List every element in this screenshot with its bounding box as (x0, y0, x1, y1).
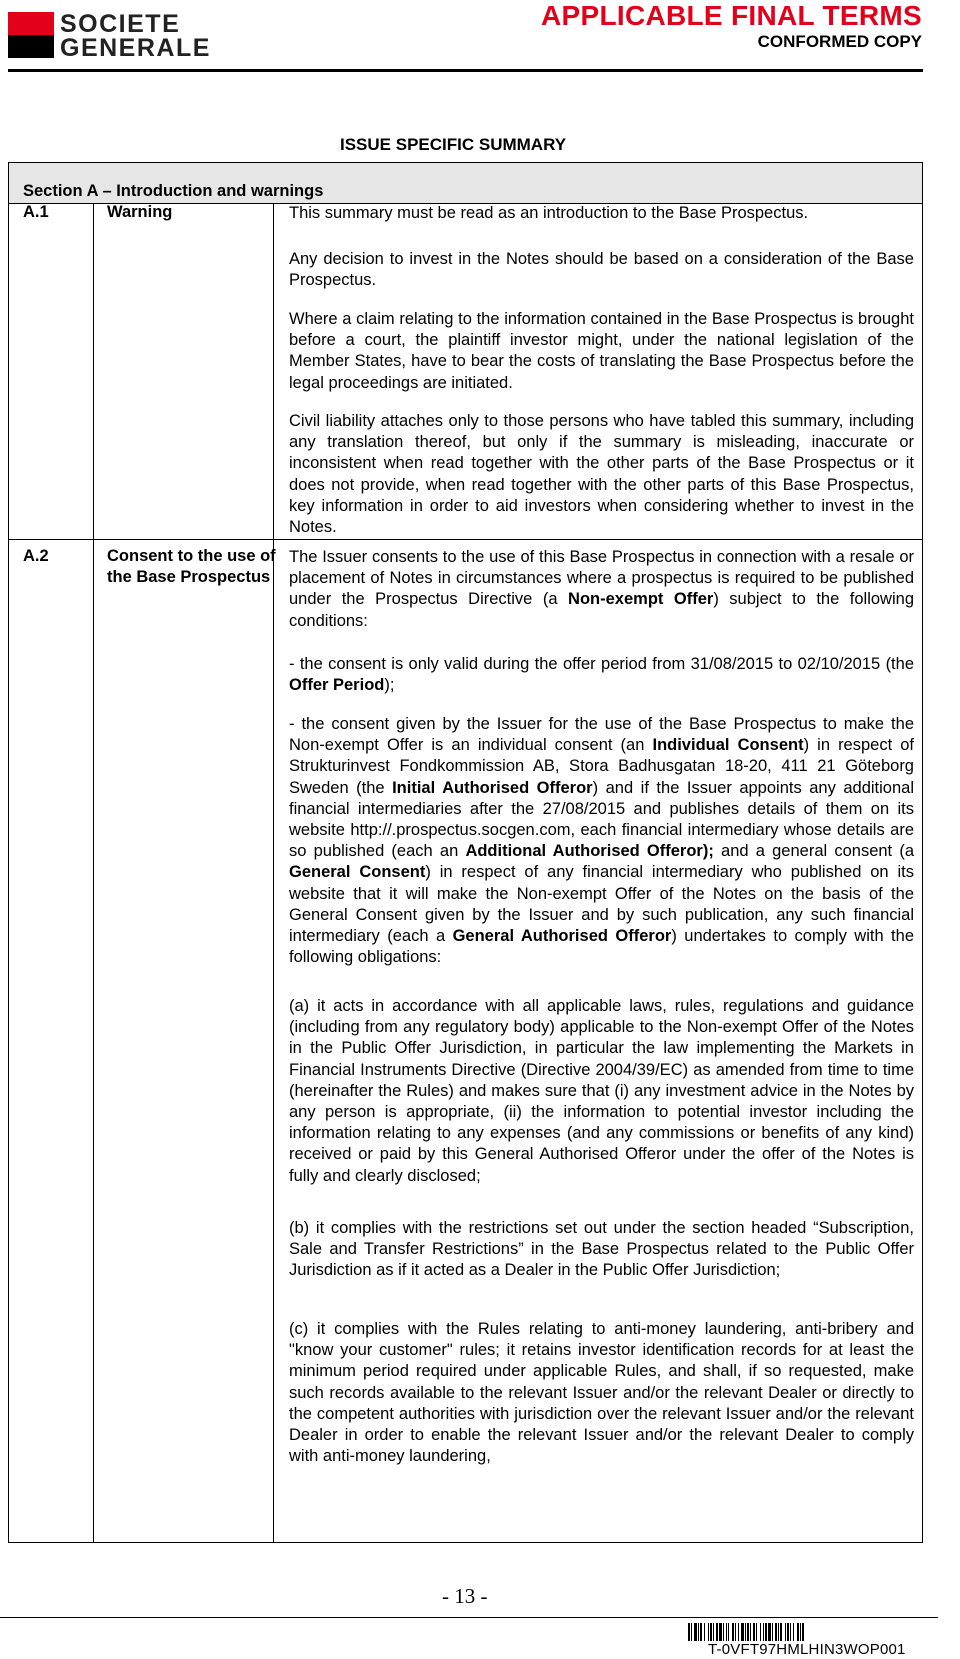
row-label-warning: Warning (107, 203, 173, 221)
paragraph: (b) it complies with the restrictions set out under the section headed “Subscription, Sale and Transfer Restrictions” in the Base Prospectus related to the Public Offer Jurisdiction as if it acted as a Dealer in the Public Offer Jurisdiction; (289, 1219, 914, 1280)
paragraph: Civil liability attaches only to those persons who have tabled this summary, including any translation thereof, but only if the summary is misleading, inaccurate or inconsistent when read together with the other parts of the Base Prospectus or it does not provide, when read together with the other parts of this Base Prospectus, key information in order to aid investors when considering whether to invest in the Notes. (289, 412, 914, 537)
page-number: - 13 - (442, 1584, 488, 1608)
footer-divider (0, 1617, 938, 1618)
barcode-icon (688, 1623, 920, 1641)
paragraph: Where a claim relating to the information contained in the Base Prospectus is brought before a court, the plaintiff investor might, under the national legislation of the Member States, have to bear the costs of translating the Base Prospectus before the legal proceedings are initiated. (289, 310, 914, 392)
paragraph: This summary must be read as an introduction to the Base Prospectus. (289, 204, 809, 222)
column-divider (93, 204, 94, 1542)
row-code-a1: A.1 (23, 203, 49, 221)
summary-title: ISSUE SPECIFIC SUMMARY (340, 135, 567, 154)
paragraph: - the consent given by the Issuer for the use of the Base Prospectus to make the Non-exempt Offer is an individual consent (an Individual Consent) in respect of Strukturinvest Fondkommission AB, Stora Badhusgatan 18-20, 411 21 Göteborg Sweden (the Initial Authorised Offeror) and if the Issuer appoints any additional financial intermediaries after the 27/08/2015 and publishes details of them on its website http://.prospectus.socgen.com, each financial intermediary whose details are so published (each an Additional Authorised Offeror); and a general consent (a General Consent) in respect of any financial intermediary who published on its website that it will make the Non-exempt Offer of the Notes on the basis of the General Consent given by the Issuer and by such publication, any such financial intermediary (each a General Authorised Offeror) undertakes to comply with the following obligations: (289, 715, 915, 967)
logo-mark-icon (8, 12, 54, 58)
summary-table (8, 162, 923, 1543)
societe-generale-logo (8, 12, 230, 60)
paragraph: The Issuer consents to the use of this Base Prospectus in connection with a resale or placement of Notes in circumstances where a prospectus is required to be published under the Prospectus Directive (a Non-exempt Offer) subject to the following conditions: (289, 548, 914, 630)
logo-text-line2: GENERALE (60, 34, 211, 62)
header-divider (8, 69, 923, 72)
document-title: APPLICABLE FINAL TERMS (541, 0, 922, 31)
document-subtitle: CONFORMED COPY (757, 32, 922, 51)
paragraph: (c) it complies with the Rules relating to anti-money laundering, anti-bribery and "know your customer" rules; it retains investor identification records for at least the minimum period required under applicable Rules, and shall, if so requested, make such records available to the relevant Issuer and/or the relevant Dealer or directly to the competent authorities with jurisdiction over the relevant Issuer and/or the relevant Dealer in order to enable the relevant Issuer and/or the relevant Dealer to comply with anti-money laundering, (289, 1320, 914, 1466)
row-code-a2: A.2 (23, 547, 49, 565)
column-divider (273, 204, 274, 1542)
section-label: Section A – Introduction and warnings (23, 182, 324, 200)
row-divider (9, 539, 922, 540)
barcode-code: T-0VFT97HMLHIN3WOP001 (708, 1641, 906, 1658)
logo-text-line1: SOCIETE (60, 10, 181, 38)
paragraph: - the consent is only valid during the offer period from 31/08/2015 to 02/10/2015 (the Offer Period); (289, 655, 914, 695)
paragraph: (a) it acts in accordance with all applicable laws, rules, regulations and guidance (including from any regulatory body) applicable to the Non-exempt Offer of the Notes in the Public Offer Jurisdiction, in particular the law implementing the Markets in Financial Instruments Directive (Directive 2004/39/EC) as amended from time to time (hereinafter the Rules) and makes sure that (i) any investment advice in the Notes by any person is appropriate, (ii) the information to potential investor including the information relating to any expenses (and any commissions or benefits of any kind) received or paid by this General Authorised Offeror under the offer of the Notes is fully and clearly disclosed; (289, 997, 914, 1185)
paragraph: Any decision to invest in the Notes should be based on a consideration of the Base Prospectus. (289, 250, 914, 290)
row-label-consent: Consent to the use of the Base Prospectus (107, 547, 276, 586)
section-header-row (9, 163, 922, 204)
